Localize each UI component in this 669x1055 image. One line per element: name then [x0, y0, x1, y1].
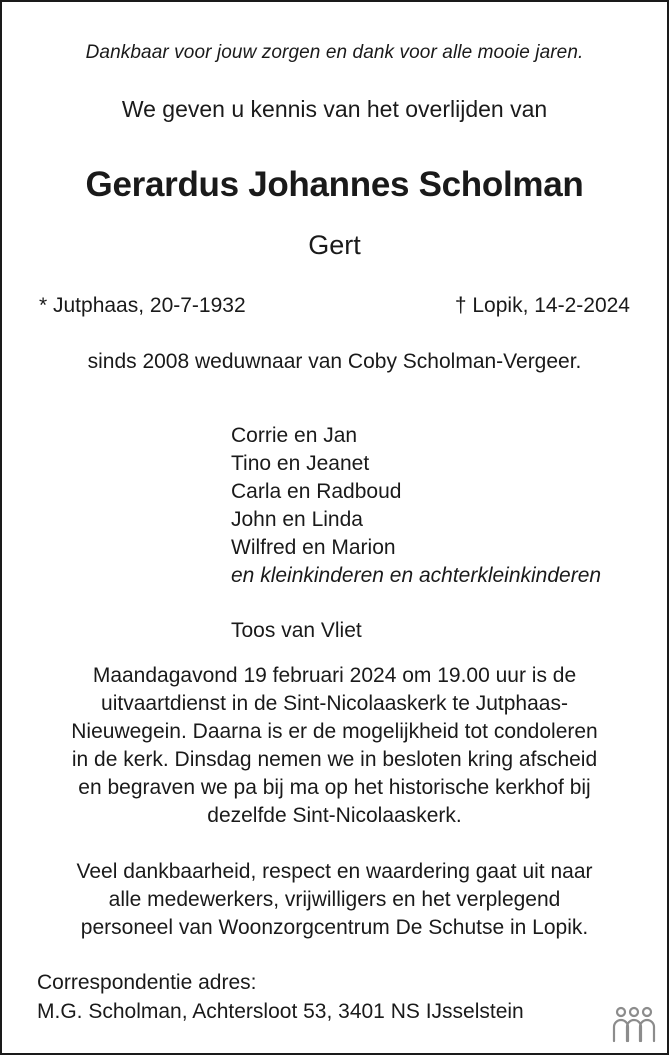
thanks-paragraph	[22, 858, 647, 942]
service-line: uitvaartdienst in de Sint-Nicolaaskerk te Jutphaas-	[101, 692, 568, 715]
thanks-line: alle medewerkers, vrijwilligers en het verplegend	[108, 888, 561, 911]
correspondence-address: M.G. Scholman, Achtersloot 53, 3401 NS IJsselstein	[37, 1000, 524, 1023]
thanks-line: personeel van Woonzorgcentrum De Schutse in Lopik.	[80, 916, 589, 939]
family-member: Tino en Jeanet	[231, 452, 370, 475]
birth-info: * Jutphaas, 20-7-1932	[39, 294, 246, 317]
family-member: Wilfred en Marion	[231, 536, 396, 559]
family-member: John en Linda	[231, 508, 363, 531]
motto: Dankbaar voor jouw zorgen en dank voor alle mooie jaren.	[85, 42, 584, 63]
partner-name: Toos van Vliet	[231, 619, 362, 642]
family-member: Carla en Radboud	[231, 480, 402, 503]
family-list	[231, 422, 601, 590]
widower-line: sinds 2008 weduwnaar van Coby Scholman-Vergeer.	[87, 350, 582, 373]
grandchildren-line: en kleinkinderen en achterkleinkinderen	[231, 564, 602, 587]
deceased-name: Gerardus Johannes Scholman	[85, 165, 584, 204]
family-member: Corrie en Jan	[231, 424, 358, 447]
correspondence-block	[37, 968, 524, 1026]
service-line: en begraven we pa bij ma op het historische kerkhof bij	[78, 776, 591, 799]
service-line: Nieuwegein. Daarna is er de mogelijkheid tot condoleren	[71, 720, 598, 743]
intro-text: We geven u kennis van het overlijden van	[121, 96, 548, 122]
nickname: Gert	[308, 230, 361, 260]
service-line: dezelfde Sint-Nicolaaskerk.	[207, 804, 462, 827]
service-line: in de kerk. Dinsdag nemen we in besloten kring afscheid	[71, 748, 598, 771]
service-line: Maandagavond 19 februari 2024 om 19.00 uur is de	[92, 664, 577, 687]
thanks-line: Veel dankbaarheid, respect en waardering gaat uit naar	[76, 860, 593, 883]
people-group-icon	[609, 1005, 659, 1043]
correspondence-label: Correspondentie adres:	[37, 971, 257, 994]
service-paragraph	[22, 662, 647, 830]
death-info: † Lopik, 14-2-2024	[454, 294, 630, 317]
